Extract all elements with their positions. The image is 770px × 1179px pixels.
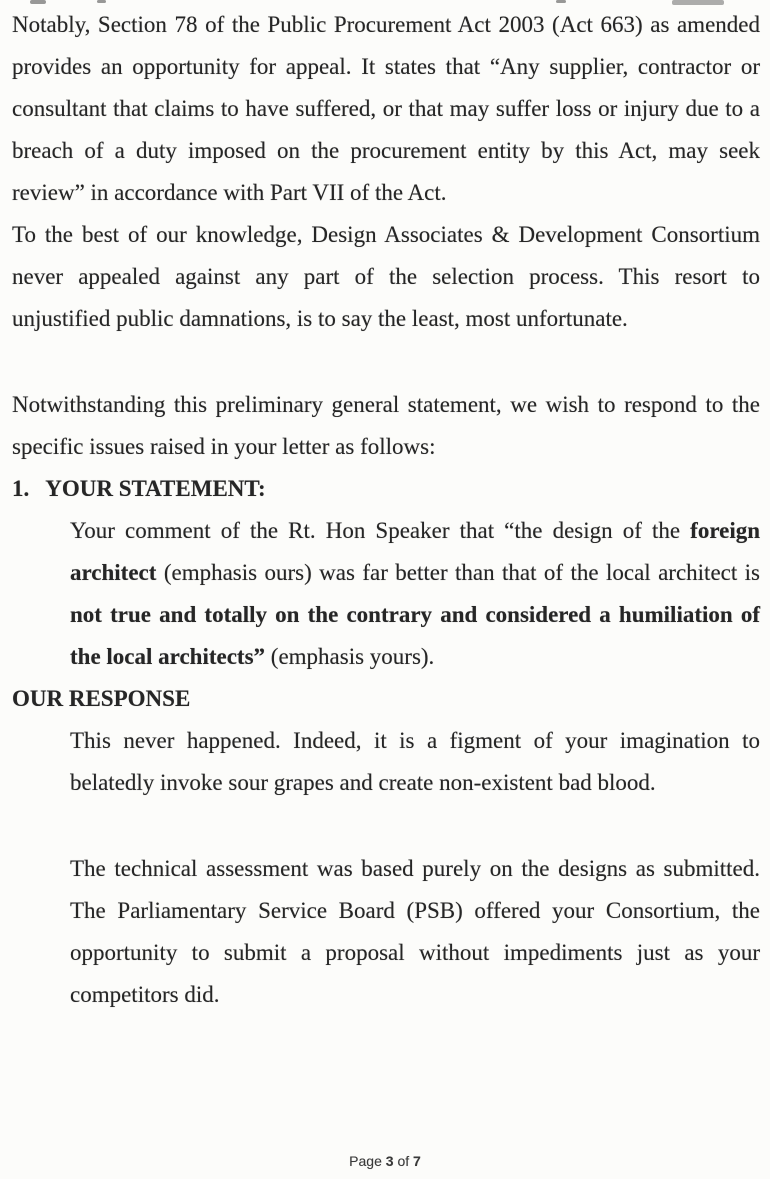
section-1-number: 1.: [12, 476, 30, 501]
paragraph-no-appeal: To the best of our knowledge, Design Associates & Development Consortium never appealed against any part of the selection process. This resort to unjustified public damnations, is to say the least, most unfortunate.: [12, 222, 760, 331]
paragraph-appeal-provision: Notably, Section 78 of the Public Procurement Act 2003 (Act 663) as amended provides an opportunity for appeal. It states that “Any supplier, contractor or consultant that claims to have suffered, or that may suffer loss or injury due to a breach of a duty imposed on the procurement entity by this Act, may seek review” in accordance with Part VII of the Act.: [12, 12, 760, 205]
our-response-heading: OUR RESPONSE: [12, 686, 191, 711]
response-paragraph-1: This never happened. Indeed, it is a figment of your imagination to belatedly invoke sour grapes and create non-existent bad blood.: [70, 728, 760, 795]
scan-artifact: [30, 0, 46, 4]
scan-artifact: [97, 0, 106, 3]
response-paragraph-2: The technical assessment was based purely on the designs as submitted. The Parliamentary Service Board (PSB) offered your Consortium, the opportunity to submit a proposal without impediments just as your competitors did.: [70, 856, 760, 1007]
page-footer: Page 3 of 7: [349, 1153, 421, 1169]
section-1-heading: [12, 468, 760, 510]
statement-quote-paragraph: Your comment of the Rt. Hon Speaker that “the design of the foreign architect (emphasis ours) was far better than that of the local architect is not true and totally on the contrary and considered a humiliation of the local architects” (emphasis yours).: [70, 518, 760, 669]
paragraph-preamble: Notwithstanding this preliminary general statement, we wish to respond to the specific issues raised in your letter as follows:: [12, 392, 760, 459]
section-1-title: YOUR STATEMENT:: [45, 476, 266, 501]
scan-artifact: [672, 0, 724, 5]
scan-artifact: [556, 0, 566, 3]
